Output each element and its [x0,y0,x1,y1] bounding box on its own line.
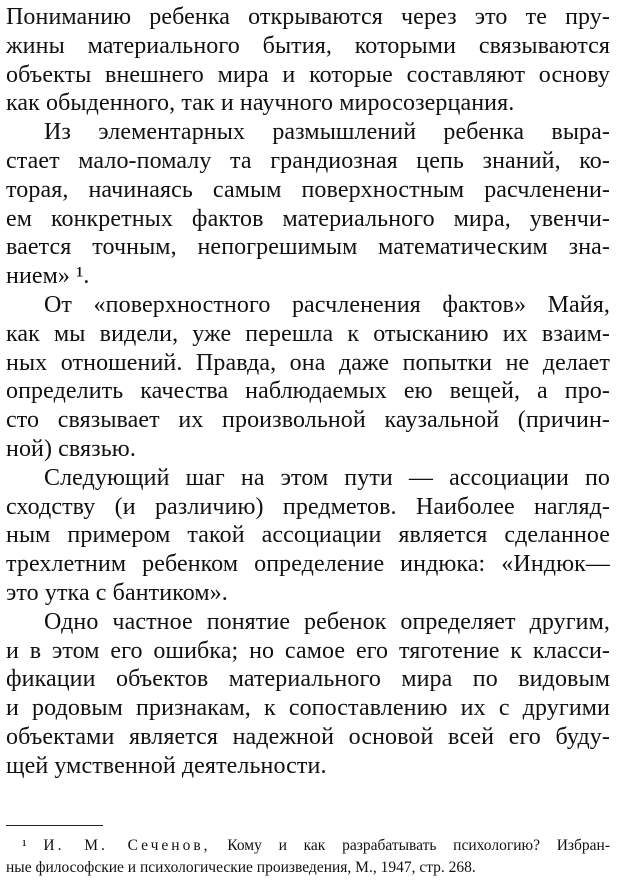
paragraph-3-line-5: сто связывает их произвольной каузальной (причин- [6,407,610,434]
paragraph-5-line-5: объектами является надежной основой всей его буду- [6,724,610,750]
paragraph-4-line-2: сходству (и различию) предметов. Наиболее нагляд- [6,493,610,520]
footnote-marker: ¹ [22,837,44,854]
paragraph-5-line-6: щей умственной деятельности. [6,752,327,779]
paragraph-5-line-3: фикации объектов материального мира по видовым [6,666,610,693]
paragraph-4-line-4: трехлетним ребенком определение индюка: «Индюк— [6,551,610,578]
paragraph-3-line-1: От «поверхностного расчленения фактов» Майя, [44,292,610,318]
paragraph-2-line-5: вается точным, непогрешимым математическим зна- [6,234,610,261]
paragraph-1-line-2: жины материального бытия, которыми связываются [6,32,610,59]
paragraph-5-line-4: и родовым признакам, к сопоставлению их с другими [6,695,610,722]
paragraph-2-line-4: ем конкретных фактов материального мира, увенчи- [6,205,610,232]
paragraph-2-line-6: нием» ¹. [6,263,90,290]
paragraph-2-line-2: стает мало-помалу та грандиозная цепь знаний, ко- [6,148,610,174]
paragraph-5-line-1: Одно частное понятие ребенок определяет другим, [44,608,610,635]
paragraph-5-line-2: и в этом его ошибка; но самое его тяготение к класси- [6,637,610,664]
footnote-line-1 [22,834,610,858]
paragraph-1-line-3: объекты внешнего мира и которые составляют основу [6,61,610,88]
footnote-line-2: ные философские и психологические произведения, М., 1947, стр. 268. [6,859,476,876]
paragraph-3-line-2: как мы видели, уже перешла к отысканию их взаим- [6,320,610,347]
footnote-title: Кому и как разрабатывать психологию? Избран- [210,837,610,854]
paragraph-3-line-4: определить качества наблюдаемых ею вещей, а про- [6,378,610,405]
paragraph-4-line-1: Следующий шаг на этом пути — ассоциации по [44,464,610,491]
paragraph-1-line-1: Пониманию ребенка открываются через это те пру- [6,4,610,30]
paragraph-1-line-4: как обыденного, так и научного миросозерцания. [6,90,515,117]
paragraph-3-line-3: ных отношений. Правда, она даже попытки не делает [6,349,610,376]
footnote-rule [6,825,103,826]
paragraph-4-line-3: ным примером такой ассоциации является сделанное [6,522,610,549]
footnote-author: И. М. Сеченов, [43,837,211,854]
paragraph-2-line-1: Из элементарных размышлений ребенка выра- [44,119,610,146]
paragraph-3-line-6: ной) связью. [6,436,136,462]
paragraph-2-line-3: торая, начинаясь самым поверхностным расчленени- [6,176,610,203]
paragraph-4-line-5: это утка с бантиком». [6,580,228,606]
